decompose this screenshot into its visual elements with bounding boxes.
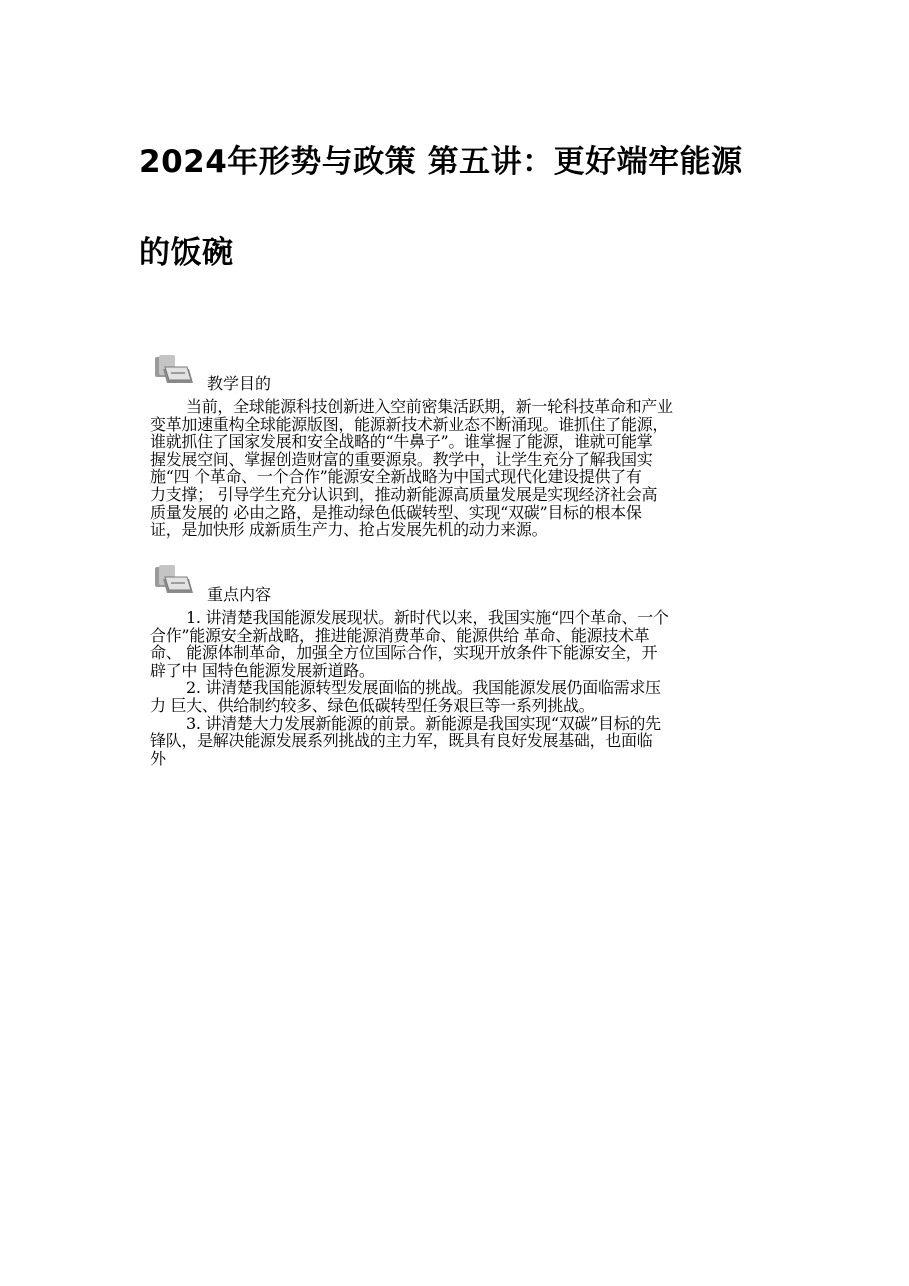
section-body-key-content xyxy=(150,609,770,767)
text-line: 握发展空间、掌握创造财富的重要源泉。教学中，让学生充分了解我国实 xyxy=(150,449,653,469)
text-line: 证，是加快形 成新质生产力、抢占发展先机的动力来源。 xyxy=(150,520,548,540)
section-body-teaching-goal xyxy=(150,398,770,539)
text-line: 锋队，是解决能源发展系列挑战的主力军，既具有良好发展基础，也面临 xyxy=(150,731,653,751)
text-line: 施“四 个革命、一个合作”能源安全新战略为中国式现代化建设提供了有 xyxy=(150,467,642,487)
text-line: 力支撑； 引导学生充分认识到，推动新能源高质量发展是实现经济社会高 xyxy=(150,484,658,504)
text-line: 外 xyxy=(150,748,166,768)
folder-stack-icon xyxy=(153,353,197,387)
document-title-line-2: 的饭碗 xyxy=(139,235,234,271)
text-line: 力 巨大、供给制约较多、绿色低碳转型任务艰巨等一系列挑战。 xyxy=(150,695,595,715)
document-title-line-1: 2024年形势与政策 第五讲：更好端牢能源 xyxy=(139,144,743,180)
text-line: 辟了中 国特色能源发展新道路。 xyxy=(150,660,375,680)
text-line: 合作”能源安全新战略，推进能源消费革命、能源供给 革命、能源技术革 xyxy=(150,625,650,645)
text-line: 2. 讲清楚我国能源转型发展面临的挑战。我国能源发展仍面临需求压 xyxy=(186,678,661,698)
text-line: 当前，全球能源科技创新进入空前密集活跃期，新一轮科技革命和产业 xyxy=(186,397,673,416)
section-heading-key-content: 重点内容 xyxy=(207,585,272,604)
text-line: 1. 讲清楚我国能源发展现状。新时代以来，我国实施“四个革命、一个 xyxy=(186,608,669,627)
folder-stack-icon xyxy=(153,563,197,597)
text-line: 3. 讲清楚大力发展新能源的前景。新能源是我国实现“双碳”目标的先 xyxy=(186,713,661,733)
text-line: 命、 能源体制革命，加强全方位国际合作，实现开放条件下能源安全，开 xyxy=(150,643,658,663)
section-heading-teaching-goal: 教学目的 xyxy=(207,374,272,393)
text-line: 质量发展的 必由之路，是推动绿色低碳转型、实现“双碳”目标的根本保 xyxy=(150,502,642,522)
text-line: 谁就抓住了国家发展和安全战略的“牛鼻子”。谁掌握了能源，谁就可能掌 xyxy=(150,432,653,452)
text-line: 变革加速重构全球能源版图，能源新技术新业态不断涌现。谁抓住了能源， xyxy=(150,414,669,434)
